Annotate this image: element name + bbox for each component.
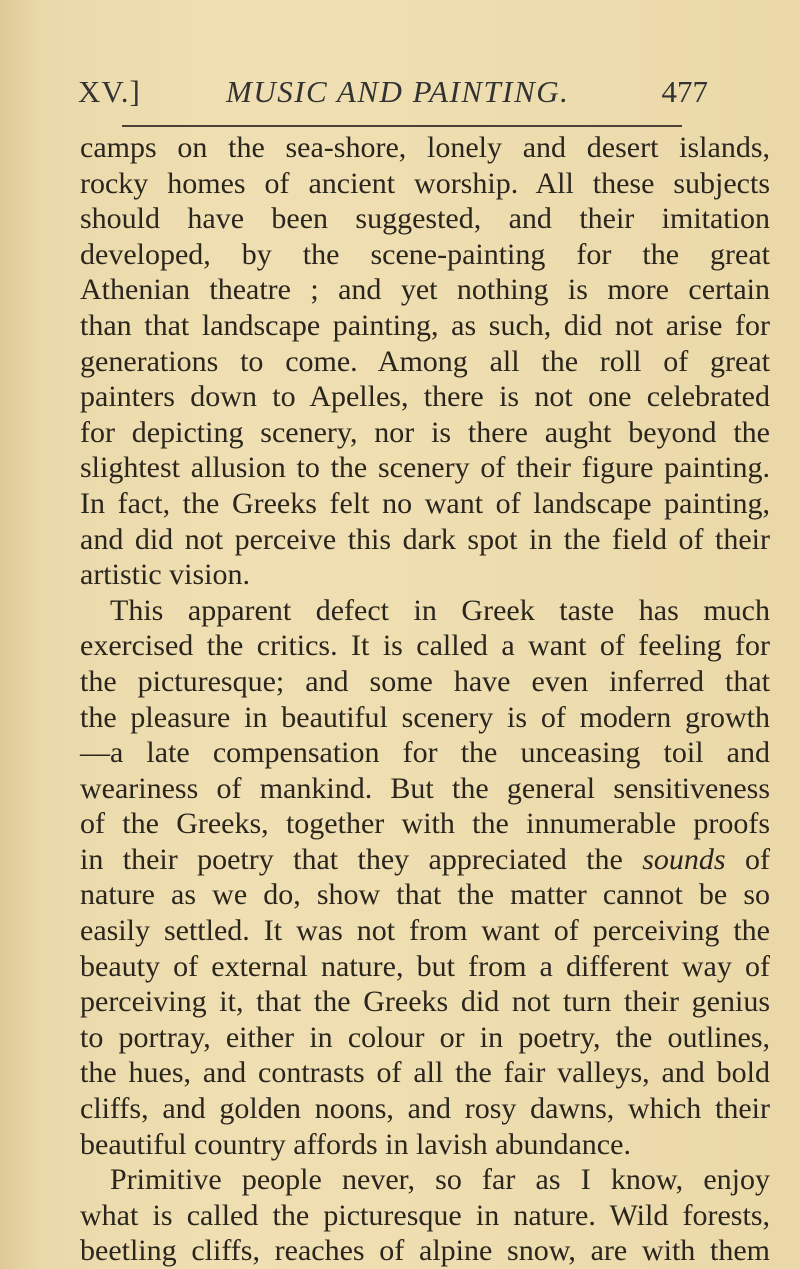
text-line: cliffs, and golden noons, and rosy dawns, which their [80, 1092, 770, 1126]
text-line: rocky homes of ancient worship. All these subjects [80, 166, 770, 200]
text-line: the picturesque; and some have even inferred that [80, 664, 770, 698]
text-segment: of [745, 842, 771, 876]
text-line: of the Greeks, together with the innumerable proofs [80, 807, 770, 841]
text-line: for depicting scenery, nor is there aught beyond the [80, 415, 770, 449]
text-line: weariness of mankind. But the general sensitiveness [80, 771, 770, 805]
page-number: 477 [661, 74, 708, 109]
text-line: painters down to Apelles, there is not one celebrated [80, 380, 770, 414]
text-line: the hues, and contrasts of all the fair valleys, and bold [80, 1056, 770, 1090]
text-line: nature as we do, show that the matter cannot be so [80, 878, 770, 912]
text-segment: in their poetry that they appreciated the [80, 842, 623, 876]
text-line: and did not perceive this dark spot in the field of their [80, 522, 770, 556]
text-line: the pleasure in beautiful scenery is of modern growth [80, 700, 770, 734]
text-line: artistic vision. [80, 558, 250, 592]
text-line: generations to come. Among all the roll of great [80, 344, 770, 378]
section-number: XV.] [78, 74, 141, 109]
text-line: camps on the sea-shore, lonely and desert islands, [80, 131, 770, 164]
text-line: —a late compensation for the unceasing toil and [80, 736, 770, 770]
paragraph-start-line: Primitive people never, so far as I know, enjoy [110, 1163, 770, 1197]
text-line: beautiful country affords in lavish abundance. [80, 1127, 631, 1161]
text-line: beauty of external nature, but from a different way of [80, 949, 770, 983]
running-title: MUSIC AND PAINTING. [226, 74, 570, 109]
header-rule [122, 125, 682, 127]
text-line: exercised the critics. It is called a want of feeling for [80, 629, 770, 663]
text-line: than that landscape painting, as such, did not arise for [80, 308, 770, 342]
text-line: Athenian theatre ; and yet nothing is more certain [80, 273, 770, 307]
text-line: In fact, the Greeks felt no want of landscape painting, [80, 486, 770, 520]
text-line: slightest allusion to the scenery of their figure painting. [80, 451, 770, 485]
text-line: easily settled. It was not from want of perceiving the [80, 914, 770, 948]
paragraph-start-line: This apparent defect in Greek taste has much [110, 593, 770, 627]
text-line: beetling cliffs, reaches of alpine snow, are with them [80, 1234, 770, 1268]
text-line: developed, by the scene-painting for the great [80, 237, 770, 271]
text-line-with-italic [80, 842, 770, 878]
body-text [80, 130, 770, 1269]
text-line: to portray, either in colour or in poetry, the outlines, [80, 1020, 770, 1054]
italic-word: sounds [642, 842, 726, 876]
text-line: should have been suggested, and their imitation [80, 202, 770, 236]
text-line: what is called the picturesque in nature. Wild forests, [80, 1198, 770, 1232]
running-head [78, 74, 708, 114]
text-line: perceiving it, that the Greeks did not turn their genius [80, 985, 770, 1019]
